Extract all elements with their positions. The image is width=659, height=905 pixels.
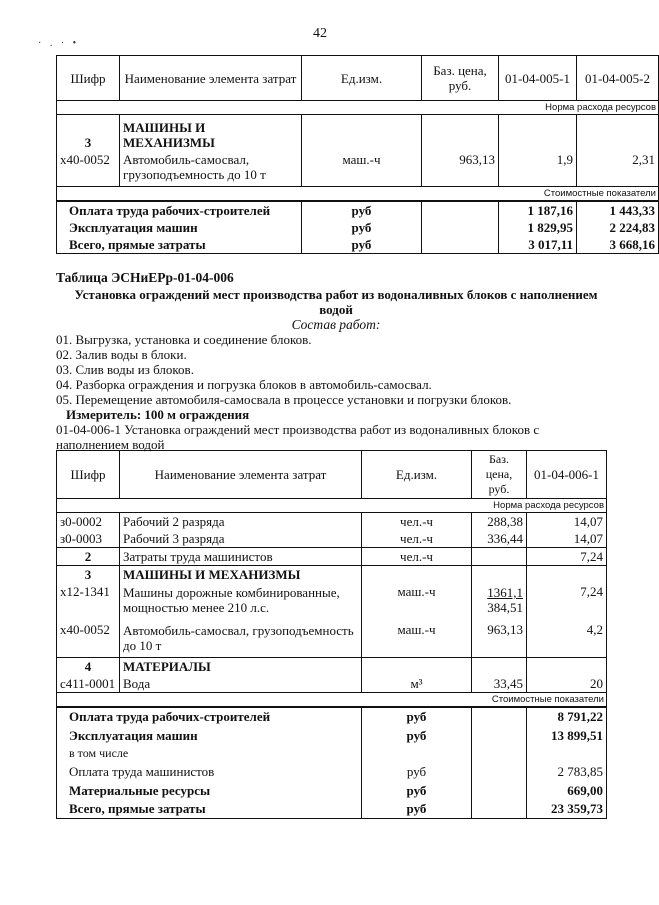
row-name: Автомобиль-самосвал, грузоподъемность до 10 т — [120, 151, 302, 187]
table-row — [57, 800, 607, 819]
norm-label: Норма расхода ресурсов — [57, 101, 659, 115]
table2-header-row — [57, 451, 607, 499]
table-row — [57, 201, 659, 219]
works-item: 04. Разборка ограждения и погрузка блоков в автомобиль-самосвал. — [56, 377, 432, 392]
header-name: Наименование элемента затрат — [120, 56, 302, 101]
row-value-a: 7,24 — [527, 548, 607, 566]
item-description-line2: наполнением водой — [56, 437, 165, 452]
row-name: Рабочий 2 разряда — [120, 513, 362, 531]
row-value-a: 14,07 — [527, 513, 607, 531]
table-row — [57, 219, 659, 236]
row-price: 336,44 — [472, 530, 527, 548]
total-value-a: 13 899,51 — [527, 726, 607, 745]
section-heading-line2: водой — [319, 302, 353, 317]
header-code: Шифр — [57, 56, 120, 101]
header-col-a: 01-04-005-1 — [499, 56, 577, 101]
resource-table-2 — [56, 450, 607, 819]
row-code: з0-0003 — [57, 530, 120, 548]
section-heading-line1: Установка ограждений мест производства работ из водоналивных блоков с наполнением — [74, 287, 598, 302]
row-price: 288,38 — [472, 513, 527, 531]
section-number: 3 — [57, 115, 120, 151]
header-col-a: 01-04-006-1 — [527, 451, 607, 499]
total-name: Оплата труда рабочих-строителей — [57, 707, 362, 726]
table-title: Таблица ЭСНиЕРр-01-04-006 — [56, 270, 234, 285]
total-unit: руб — [362, 781, 472, 800]
table-row — [57, 781, 607, 800]
item-description-line1: 01-04-006-1 Установка ограждений мест производства работ из водоналивных блоков с — [56, 422, 540, 437]
total-value-b: 3 668,16 — [577, 236, 659, 254]
row-name: Рабочий 3 разряда — [120, 530, 362, 548]
row-unit: маш.-ч — [362, 621, 472, 657]
row-code: х12-1341 — [57, 583, 120, 621]
works-item: 02. Залив воды в блоки. — [56, 347, 187, 362]
total-name: Оплата труда рабочих-строителей — [57, 201, 302, 219]
total-value-a: 1 187,16 — [499, 201, 577, 219]
table-row — [57, 513, 607, 531]
row-price: 963,13 — [472, 621, 527, 657]
resource-table-1 — [56, 55, 659, 254]
row-value-a: 14,07 — [527, 530, 607, 548]
total-name: Эксплуатация машин — [57, 219, 302, 236]
table-row — [57, 621, 607, 657]
row-code: з0-0002 — [57, 513, 120, 531]
header-price: Баз. цена, руб. — [472, 451, 527, 499]
table2-norm-row — [57, 499, 607, 513]
margin-marks: · . · • — [38, 38, 80, 49]
table1-section-row — [57, 115, 659, 151]
section-title: МАШИНЫ И МЕХАНИЗМЫ — [120, 115, 302, 151]
row-code: с411-0001 — [57, 675, 120, 693]
header-code: Шифр — [57, 451, 120, 499]
section-title: МАТЕРИАЛЫ — [120, 657, 362, 675]
total-name: Всего, прямые затраты — [57, 236, 302, 254]
table1-header-row — [57, 56, 659, 101]
row-name: Машины дорожные комбинированные, мощностью менее 210 л.с. — [120, 583, 362, 621]
table2-materials-header — [57, 657, 607, 675]
total-unit: руб — [362, 762, 472, 781]
row-unit: чел.-ч — [362, 513, 472, 531]
table-row — [57, 151, 659, 187]
total-name: Всего, прямые затраты — [57, 800, 362, 819]
table2-cost-row — [57, 692, 607, 707]
cost-label: Стоимостные показатели — [57, 187, 659, 202]
total-name: в том числе — [57, 745, 362, 762]
cost-label: Стоимостные показатели — [57, 692, 607, 707]
row-value-a: 1,9 — [499, 151, 577, 187]
header-unit: Ед.изм. — [302, 56, 422, 101]
row-name: Вода — [120, 675, 362, 693]
norm-label: Норма расхода ресурсов — [57, 499, 607, 513]
total-value-a: 1 829,95 — [499, 219, 577, 236]
works-item: 03. Слив воды из блоков. — [56, 362, 194, 377]
page-number: 42 — [313, 26, 327, 41]
table-row — [57, 707, 607, 726]
row-value-a: 7,24 — [527, 583, 607, 621]
total-value-a: 23 359,73 — [527, 800, 607, 819]
row-value-a: 4,2 — [527, 621, 607, 657]
row-code: х40-0052 — [57, 151, 120, 187]
total-unit: руб — [302, 236, 422, 254]
total-value-a: 8 791,22 — [527, 707, 607, 726]
total-unit: руб — [302, 219, 422, 236]
table-row — [57, 762, 607, 781]
table-row — [57, 548, 607, 566]
works-item: 05. Перемещение автомобиля-самосвала в процессе установки и погрузки блоков. — [56, 392, 512, 407]
row-unit: маш.-ч — [302, 151, 422, 187]
total-value-a: 669,00 — [527, 781, 607, 800]
row-unit: м³ — [362, 675, 472, 693]
row-unit: чел.-ч — [362, 548, 472, 566]
row-value-a: 20 — [527, 675, 607, 693]
meter: Измеритель: 100 м ограждения — [66, 407, 250, 422]
row-price: 1361,1 — [487, 585, 523, 600]
section-number: 3 — [57, 566, 120, 584]
works-item: 01. Выгрузка, установка и соединение блоков. — [56, 332, 312, 347]
table1-norm-row — [57, 101, 659, 115]
header-col-b: 01-04-005-2 — [577, 56, 659, 101]
row-price: 963,13 — [422, 151, 499, 187]
total-value-a: 2 783,85 — [527, 762, 607, 781]
table-row — [57, 726, 607, 745]
table-row — [57, 530, 607, 548]
table-row — [57, 236, 659, 254]
total-value-b: 1 443,33 — [577, 201, 659, 219]
total-value-b: 2 224,83 — [577, 219, 659, 236]
table-row — [57, 675, 607, 693]
table1-cost-row — [57, 187, 659, 202]
total-unit: руб — [302, 201, 422, 219]
total-unit: руб — [362, 726, 472, 745]
section-number: 4 — [57, 657, 120, 675]
table2-machines-header — [57, 566, 607, 584]
header-name: Наименование элемента затрат — [120, 451, 362, 499]
row-unit: чел.-ч — [362, 530, 472, 548]
header-unit: Ед.изм. — [362, 451, 472, 499]
header-price: Баз. цена, руб. — [422, 56, 499, 101]
works-title: Состав работ: — [291, 317, 381, 332]
total-name: Оплата труда машинистов — [57, 762, 362, 781]
row-name: Автомобиль-самосвал, грузоподъемность до 10 т — [120, 621, 362, 657]
row-price-secondary: 384,51 — [487, 600, 523, 615]
total-name: Материальные ресурсы — [57, 781, 362, 800]
total-name: Эксплуатация машин — [57, 726, 362, 745]
row-unit: маш.-ч — [362, 583, 472, 621]
row-name: Затраты труда машинистов — [120, 548, 362, 566]
table-row — [57, 745, 607, 762]
total-value-a: 3 017,11 — [499, 236, 577, 254]
table-row — [57, 583, 607, 621]
row-code: 2 — [57, 548, 120, 566]
total-unit: руб — [362, 707, 472, 726]
row-value-b: 2,31 — [577, 151, 659, 187]
row-code: х40-0052 — [57, 621, 120, 657]
section-title: МАШИНЫ И МЕХАНИЗМЫ — [120, 566, 362, 584]
row-price: 33,45 — [472, 675, 527, 693]
total-unit: руб — [362, 800, 472, 819]
